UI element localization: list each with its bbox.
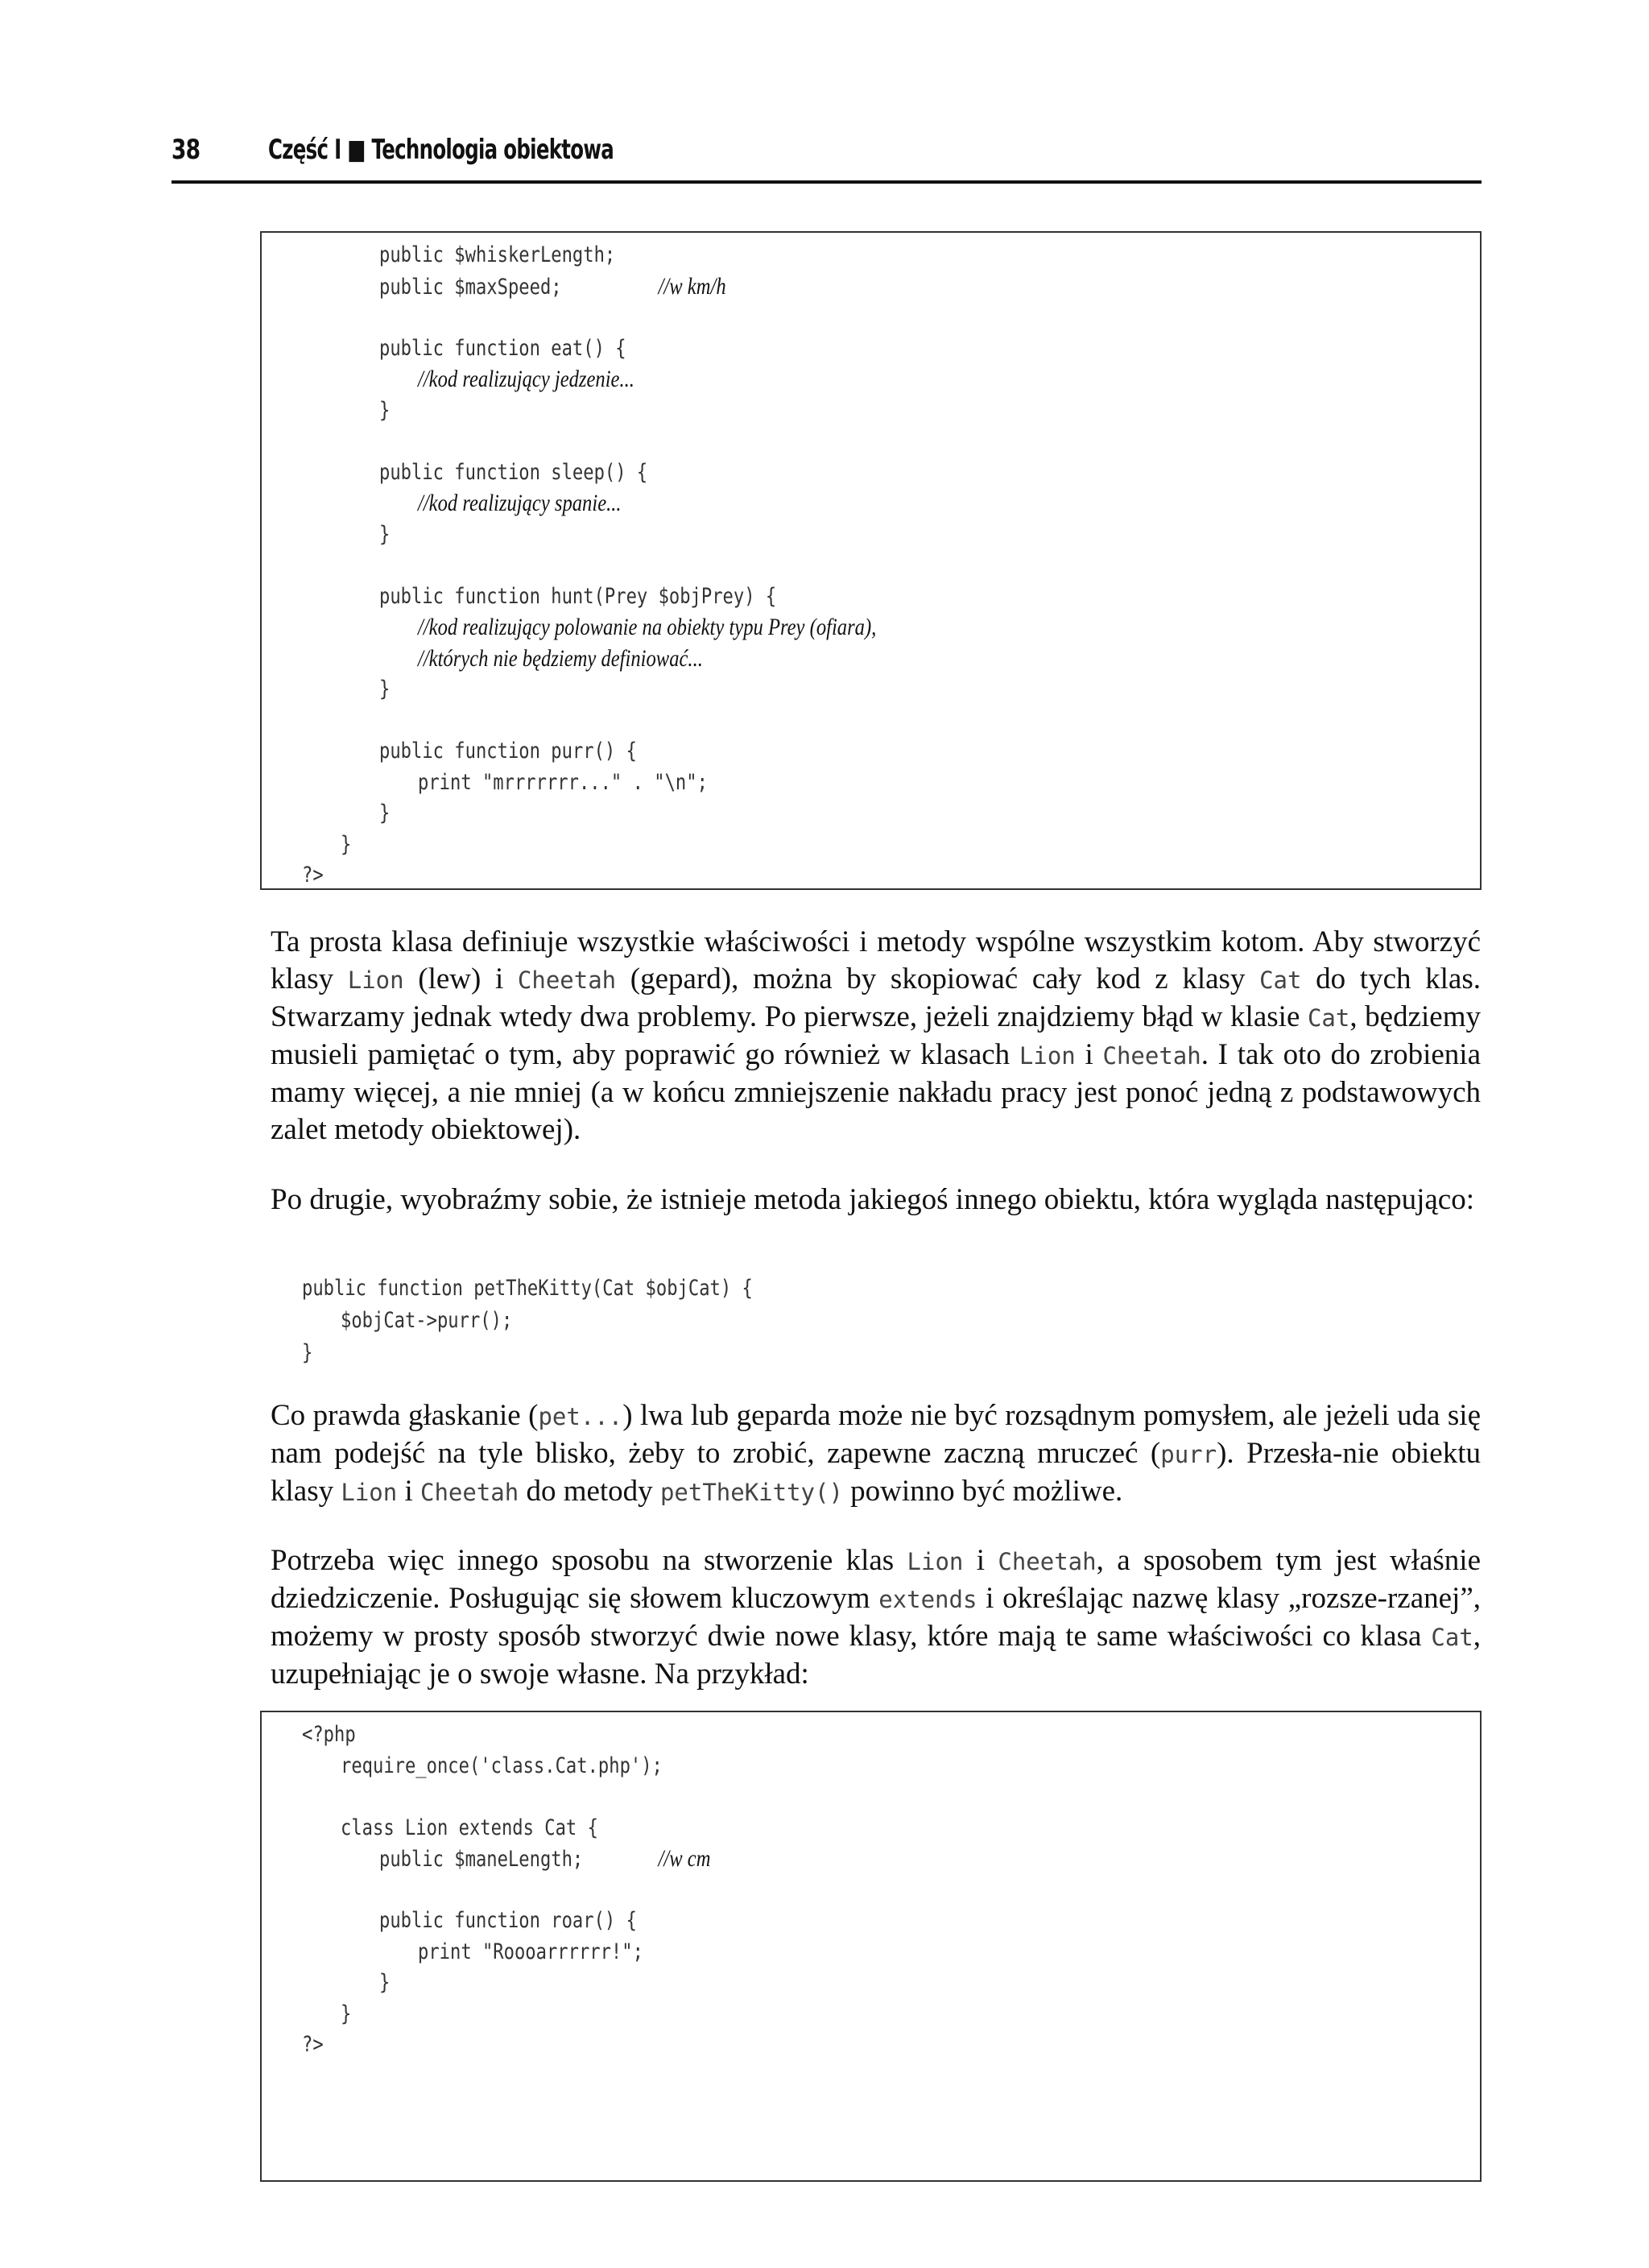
text-run: (gepard), można by skopiować cały kod z klasy <box>616 962 1260 995</box>
code-line <box>379 1905 637 1937</box>
text-run: . I tak oto do zrobienia mamy więcej, a nie mniej (a w końcu zmniejszenie nakładu pracy jest ponoć jedną z podstawowych zalet metody obiektowej). <box>271 1038 1482 1146</box>
code-line <box>418 643 703 676</box>
code-text: $objCat->purr(); <box>341 1308 513 1333</box>
text-run: i <box>397 1475 420 1508</box>
code-line <box>302 2029 324 2061</box>
code-line <box>418 1936 643 1968</box>
code-text: } <box>341 831 352 857</box>
code-line <box>379 457 647 489</box>
code-text: <?php <box>302 1722 356 1747</box>
code-text: public function sleep() { <box>379 459 648 485</box>
code-comment: //których nie będziemy definiować... <box>418 644 703 672</box>
code-text: } <box>302 1340 313 1365</box>
inline-code: Lion <box>341 1479 398 1506</box>
code-line <box>379 271 726 304</box>
code-text: public function purr() { <box>379 739 637 764</box>
code-text: ?> <box>302 863 324 888</box>
code-text: print "Roooarrrrrr!"; <box>418 1939 643 1964</box>
code-line <box>302 859 324 892</box>
text-run: ) lwa lub geparda może nie być rozsądnym pomysłem, ale jeżeli uda się nam podejść na tyle blisko, żeby to zrobić, zapewne zaczną mruczeć ( <box>271 1399 1481 1470</box>
page-number: 38 <box>172 134 200 166</box>
paragraph-intro <box>271 924 1481 1149</box>
text-run: i <box>1075 1038 1103 1071</box>
code-line <box>379 797 390 830</box>
text-run: do metody <box>519 1475 660 1508</box>
code-text: public function hunt(Prey $objPrey) { <box>379 583 777 609</box>
text-run: , a sposobem tym jest właśnie dziedziczenie. Posługując się słowem kluczowym <box>271 1544 1481 1615</box>
code-text: require_once('class.Cat.php'); <box>341 1753 663 1778</box>
code-line <box>418 363 634 396</box>
code-text: public function roar() { <box>379 1908 637 1933</box>
code-line <box>418 487 622 520</box>
code-line <box>379 519 390 551</box>
running-header <box>172 134 1482 184</box>
code-line <box>302 1337 312 1369</box>
code-comment: //kod realizujący polowanie na obiekty typu Prey (ofiara), <box>418 614 877 640</box>
text-run: do tych klas. Stwarzamy jednak wtedy dwa problemy. Po pierwsze, jeżeli znajdziemy błąd w klasie <box>271 962 1481 1033</box>
text-run: Ta prosta klasa definiuje wszystkie właściwości i metody wspólne wszystkim kotom. Aby stworzyć klasy <box>271 925 1481 995</box>
text-run: Co prawda głaskanie ( <box>271 1399 539 1432</box>
text-run: Potrzeba więc innego sposobu na stworzenie klas <box>271 1544 907 1577</box>
code-line <box>341 1750 663 1782</box>
code-line <box>418 611 876 644</box>
running-title: Część I ■ Technologia obiektowa <box>268 134 614 166</box>
inline-code: Cheetah <box>1102 1042 1201 1070</box>
code-text: } <box>379 397 391 423</box>
paragraph-second-problem <box>271 1182 1481 1259</box>
text-run: powinno być możliwe. <box>842 1475 1123 1508</box>
code-listing-cat-class <box>260 231 1482 890</box>
code-line <box>379 395 390 427</box>
code-line <box>379 735 637 768</box>
code-line <box>379 581 776 613</box>
code-line <box>379 1843 710 1876</box>
code-comment: //kod realizujący spanie... <box>418 490 622 516</box>
text-run: , będziemy musieli pamiętać o tym, aby poprawić go również w klasach <box>271 1000 1482 1071</box>
code-snippet-pet-the-kitty <box>260 1271 1482 1376</box>
code-text: public function petTheKitty(Cat $objCat) { <box>302 1276 753 1301</box>
text-run: , uzupełniając je o swoje własne. Na przykład: <box>271 1620 1481 1691</box>
paragraph-petting <box>271 1397 1481 1510</box>
text-run: ). Przesła-nie obiektu klasy <box>271 1437 1482 1508</box>
inline-code: Cat <box>1307 1004 1350 1032</box>
inline-code: purr <box>1160 1441 1217 1468</box>
code-line <box>379 239 615 271</box>
inline-code: pet... <box>538 1403 623 1430</box>
code-comment: //kod realizujący jedzenie... <box>418 366 634 392</box>
text-run: Po drugie, wyobraźmy sobie, że istnieje metoda jakiegoś innego obiektu, która wygląda następująco: <box>271 1183 1475 1216</box>
code-listing-lion-class <box>260 1711 1482 2182</box>
code-text: class Lion extends Cat { <box>341 1815 598 1840</box>
code-line <box>341 1812 598 1844</box>
code-text: public $maxSpeed; <box>379 274 562 300</box>
inline-code: Lion <box>1019 1042 1076 1070</box>
text-run: i <box>963 1544 998 1577</box>
inline-code: Lion <box>907 1548 964 1575</box>
paragraph-inheritance <box>271 1542 1481 1695</box>
inline-code: Cat <box>1431 1624 1473 1651</box>
code-line <box>302 1719 356 1751</box>
code-text: public $whiskerLength; <box>379 242 616 267</box>
inline-code: Cheetah <box>517 966 617 994</box>
text-run: (lew) i <box>403 962 518 995</box>
inline-code: petTheKitty() <box>659 1479 843 1506</box>
code-line <box>341 1998 351 2030</box>
code-text: print "mrrrrrrr..." . "\n"; <box>418 769 708 795</box>
inline-code: Cheetah <box>998 1548 1097 1575</box>
code-comment: //w km/h <box>658 272 726 300</box>
inline-code: Cheetah <box>419 1479 519 1506</box>
code-line <box>379 333 626 365</box>
code-text: ?> <box>302 2032 324 2057</box>
code-line <box>379 673 390 706</box>
text-run: i określając nazwę klasy „rozsze-rzanej”, możemy w prosty sposób stworzyć dwie nowe klasy, które mają te same właściwości co klasa <box>271 1582 1481 1653</box>
code-line <box>341 829 351 861</box>
inline-code: Cat <box>1259 966 1302 994</box>
code-text: } <box>341 2001 352 2026</box>
code-line <box>341 1305 512 1337</box>
code-text: } <box>379 1970 391 1995</box>
code-text: } <box>379 521 391 547</box>
code-text: } <box>379 677 391 702</box>
code-line <box>379 1967 390 1999</box>
code-text: public $maneLength; <box>379 1847 584 1872</box>
inline-code: Lion <box>347 966 404 994</box>
code-comment: //w cm <box>658 1845 711 1872</box>
code-text: } <box>379 801 391 826</box>
inline-code: extends <box>878 1586 977 1613</box>
code-line <box>418 767 708 799</box>
code-line <box>302 1273 753 1305</box>
code-text: public function eat() { <box>379 335 626 361</box>
